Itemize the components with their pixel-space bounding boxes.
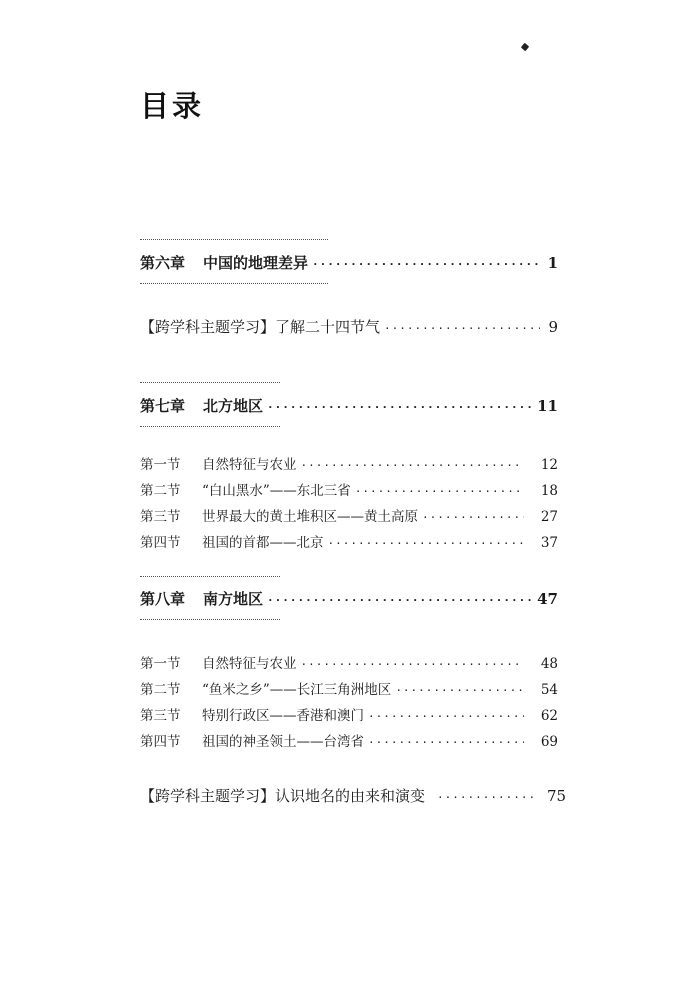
page-title: 目录 <box>140 89 205 123</box>
chapter-number: 第八章 <box>140 590 186 608</box>
topic-title: 【跨学科主题学习】认识地名的由来和演变 <box>140 787 426 805</box>
chapter-rule-top <box>140 576 280 577</box>
toc-section-8-4[interactable] <box>140 730 558 750</box>
chapter-title: 北方地区 <box>203 397 264 415</box>
page-number: 27 <box>540 509 558 525</box>
topic-title: 【跨学科主题学习】了解二十四节气 <box>140 318 381 336</box>
section-title: 祖国的首都——北京 <box>202 535 324 551</box>
chapter-rule-bottom <box>140 283 328 284</box>
toc-topic-place-names[interactable] <box>140 785 567 806</box>
page-number: 1 <box>547 254 558 272</box>
dot-leader <box>437 791 533 804</box>
toc-chapter-8[interactable] <box>140 588 558 609</box>
toc-section-7-1[interactable] <box>140 453 558 473</box>
section-label <box>140 453 297 473</box>
page-number: 11 <box>537 397 558 415</box>
section-title: 世界最大的黄土堆积区——黄土高原 <box>202 509 418 525</box>
toc-section-8-2[interactable] <box>140 678 558 698</box>
section-title: 自然特征与农业 <box>202 656 297 672</box>
dot-leader <box>267 594 533 607</box>
scan-speck <box>521 43 529 51</box>
page-number: 54 <box>540 682 558 698</box>
page-number: 62 <box>540 708 558 724</box>
dot-leader <box>301 658 525 671</box>
section-number: 第三节 <box>140 509 181 525</box>
dot-leader <box>422 511 524 524</box>
section-title: 祖国的神圣领土——台湾省 <box>202 734 364 750</box>
chapter-title: 南方地区 <box>203 590 264 608</box>
section-label <box>140 704 364 724</box>
toc-section-7-2[interactable] <box>140 479 558 499</box>
chapter-rule-top <box>140 239 328 240</box>
page-number: 48 <box>540 656 558 672</box>
section-title: “白山黑水”——东北三省 <box>202 483 351 499</box>
section-label <box>140 730 364 750</box>
dot-leader <box>301 459 525 472</box>
page-number: 12 <box>540 457 558 473</box>
chapter-rule-bottom <box>140 619 280 620</box>
section-label <box>140 479 351 499</box>
dot-leader <box>368 710 524 723</box>
section-title: “鱼米之乡”——长江三角洲地区 <box>202 682 392 698</box>
section-label <box>140 652 297 672</box>
chapter-label <box>140 395 263 416</box>
section-label <box>140 678 391 698</box>
page-number: 18 <box>540 483 558 499</box>
page-number: 69 <box>540 734 558 750</box>
dot-leader <box>355 485 524 498</box>
dot-leader <box>368 736 524 749</box>
section-number: 第四节 <box>140 535 181 551</box>
toc-topic-24-solar-terms[interactable] <box>140 316 558 337</box>
section-label <box>140 505 418 525</box>
section-number: 第一节 <box>140 457 181 473</box>
section-title: 特别行政区——香港和澳门 <box>202 708 364 724</box>
toc-section-7-4[interactable] <box>140 531 558 551</box>
chapter-number: 第七章 <box>140 397 186 415</box>
section-number: 第四节 <box>140 734 181 750</box>
dot-leader <box>328 537 525 550</box>
toc-chapter-6[interactable] <box>140 252 558 273</box>
toc-section-8-3[interactable] <box>140 704 558 724</box>
page-number: 75 <box>547 787 567 805</box>
section-number: 第三节 <box>140 708 181 724</box>
chapter-rule-bottom <box>140 426 280 427</box>
chapter-label <box>140 588 263 609</box>
page-number: 37 <box>540 535 558 551</box>
section-number: 第二节 <box>140 483 181 499</box>
chapter-rule-top <box>140 382 280 383</box>
section-label <box>140 531 324 551</box>
page-number: 47 <box>537 590 558 608</box>
toc-section-8-1[interactable] <box>140 652 558 672</box>
dot-leader <box>267 401 533 414</box>
section-number: 第一节 <box>140 656 181 672</box>
toc-chapter-7[interactable] <box>140 395 558 416</box>
dot-leader <box>384 322 540 335</box>
chapter-title: 中国的地理差异 <box>203 254 309 272</box>
section-number: 第二节 <box>140 682 181 698</box>
dot-leader <box>312 258 540 271</box>
toc-section-7-3[interactable] <box>140 505 558 525</box>
chapter-number: 第六章 <box>140 254 186 272</box>
chapter-label <box>140 252 308 273</box>
dot-leader <box>395 684 524 697</box>
section-title: 自然特征与农业 <box>202 457 297 473</box>
page-number: 9 <box>548 318 558 336</box>
